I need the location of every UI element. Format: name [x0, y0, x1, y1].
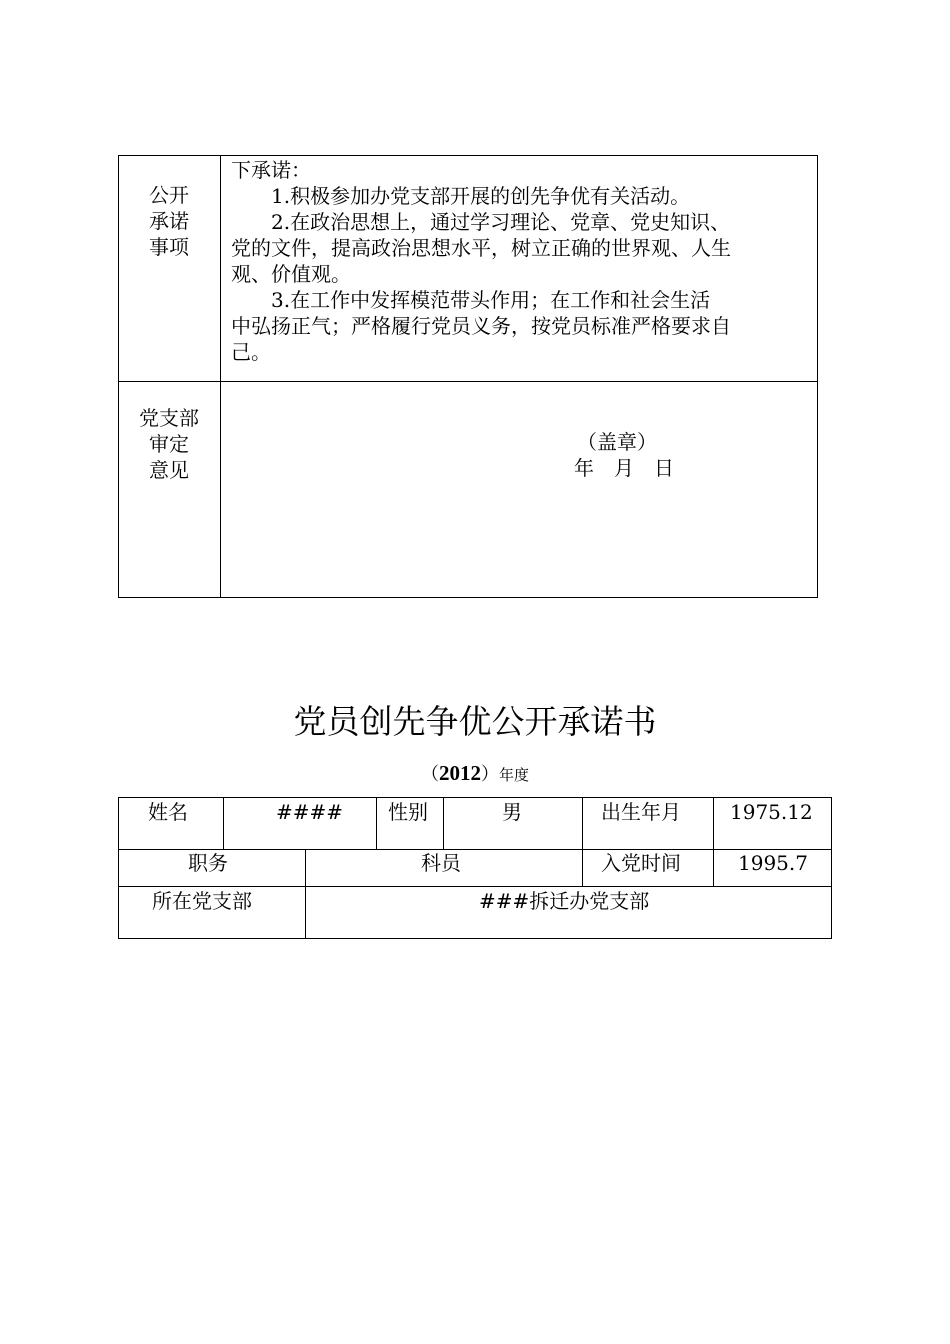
- info-border-right: [831, 797, 832, 939]
- join-date-value: 1995.7: [738, 851, 808, 875]
- table-border-bottom: [118, 597, 818, 598]
- commitment-items-content: [231, 157, 811, 365]
- label-line: 审定: [149, 432, 189, 456]
- branch-label: 所在党支部: [152, 889, 252, 913]
- cell-divider: [713, 797, 714, 887]
- branch-value: ###拆迁办党支部: [479, 889, 650, 913]
- info-border-bottom: [118, 938, 832, 939]
- year-value: 2012: [438, 761, 481, 785]
- label-line: 意见: [149, 458, 189, 482]
- position-value: 科员: [421, 851, 461, 875]
- table-column-divider: [220, 155, 221, 598]
- date-text: 年 月 日: [574, 456, 674, 480]
- cell-divider: [443, 797, 444, 850]
- position-label: 职务: [188, 851, 228, 875]
- content-line: 2.在政治思想上，通过学习理论、党章、党史知识、: [231, 210, 731, 234]
- name-value: ####: [276, 800, 344, 824]
- content-line: 党的文件，提高政治思想水平，树立正确的世界观、人生: [231, 236, 731, 260]
- info-border-top: [118, 797, 832, 798]
- year-line: [0, 760, 950, 786]
- year-suffix: 年度: [498, 766, 529, 784]
- commitment-items-label: [118, 182, 220, 260]
- cell-divider: [305, 849, 306, 939]
- content-line: 中弘扬正气；严格履行党员义务，按党员标准严格要求自: [231, 314, 731, 338]
- info-row-divider: [118, 886, 832, 887]
- name-label: 姓名: [148, 800, 188, 824]
- content-line: 1.积极参加办党支部开展的创先争优有关活动。: [231, 184, 691, 208]
- page-title: 党员创先争优公开承诺书: [293, 702, 657, 741]
- seal-text: （盖章）: [577, 430, 657, 454]
- table-border-right: [817, 155, 818, 598]
- label-line: 事项: [149, 235, 189, 259]
- birth-value: 1975.12: [730, 800, 813, 824]
- label-line: 公开: [149, 183, 189, 207]
- year-close-paren: ）: [480, 764, 499, 785]
- content-line: 下承诺：: [231, 158, 311, 182]
- gender-label: 性别: [388, 800, 428, 824]
- content-line: 3.在工作中发挥模范带头作用；在工作和社会生活: [231, 288, 711, 312]
- join-date-label: 入党时间: [601, 851, 681, 875]
- table-row-divider: [118, 381, 818, 382]
- birth-label: 出生年月: [601, 800, 681, 824]
- label-line: 承诺: [149, 209, 189, 233]
- label-line: 党支部: [139, 406, 199, 430]
- cell-divider: [223, 797, 224, 850]
- content-line: 观、价值观。: [231, 262, 351, 286]
- gender-value: 男: [502, 800, 522, 824]
- info-border-left: [118, 797, 119, 939]
- cell-divider: [376, 797, 377, 850]
- year-open-paren: （: [420, 764, 439, 785]
- cell-divider: [582, 797, 583, 887]
- table-border-top: [118, 155, 818, 156]
- branch-review-label: [118, 405, 220, 483]
- content-line: 己。: [231, 340, 271, 364]
